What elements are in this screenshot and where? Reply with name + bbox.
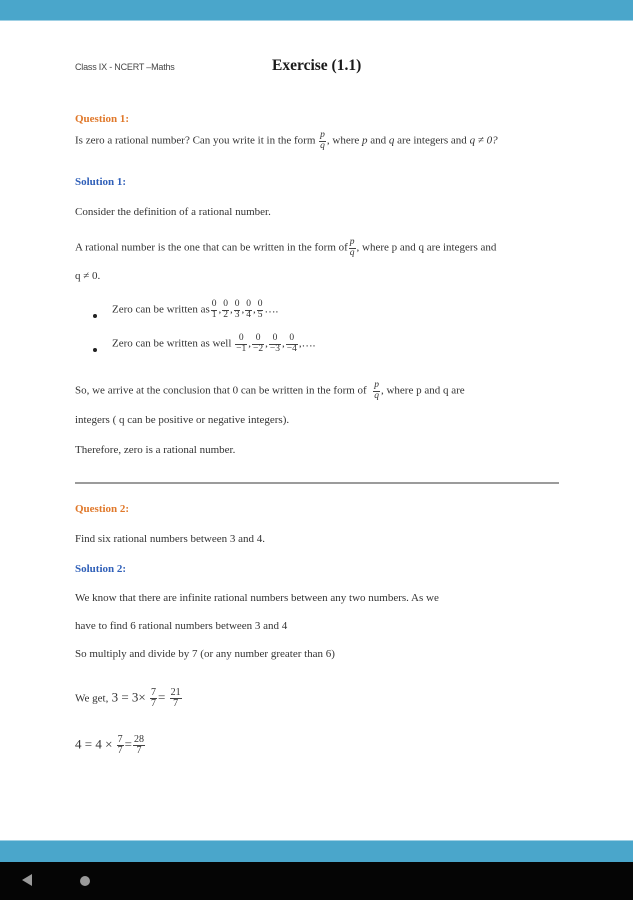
frac-num: 0 bbox=[235, 334, 247, 345]
fraction-p-over-q bbox=[319, 131, 326, 151]
text-before: A rational number is the one that can be written in the form of bbox=[75, 241, 348, 254]
page-title: Exercise (1.1) bbox=[272, 57, 362, 74]
question-2-text: Find six rational numbers between 3 and 4. bbox=[75, 533, 266, 545]
frac-den: 1 bbox=[211, 309, 217, 320]
condition: q ≠ 0? bbox=[469, 134, 498, 147]
frac-den: −2 bbox=[253, 343, 264, 354]
bullet-2: Zero can be written as well $\frac{0}{-1}$ , $\frac{0}{-2}$ , $\frac{0}{-3}$ , $\frac{0}{-4}$ ,…. bbox=[112, 333, 316, 354]
frac-den: 7 bbox=[173, 698, 179, 709]
fraction bbox=[170, 688, 182, 709]
fraction bbox=[117, 735, 124, 756]
frac-num: p bbox=[349, 237, 355, 247]
equation-1 bbox=[75, 688, 183, 709]
text-and: and bbox=[370, 134, 387, 147]
var-q: q bbox=[388, 134, 395, 147]
frac-den: −3 bbox=[269, 343, 280, 354]
frac-den: 5 bbox=[257, 309, 263, 320]
back-triangle-icon[interactable] bbox=[22, 874, 32, 886]
var-p: p bbox=[362, 134, 368, 147]
solution-2-line-3: So multiply and divide by 7 (or any number greater than 6) bbox=[75, 648, 335, 660]
solution-1-label: Solution 1: bbox=[75, 176, 127, 188]
system-nav-bar bbox=[0, 862, 633, 900]
solution-1-line-2 bbox=[75, 238, 496, 258]
frac-den: 7 bbox=[136, 745, 142, 756]
frac-den: q bbox=[349, 247, 355, 258]
fraction bbox=[245, 300, 252, 320]
fraction bbox=[234, 300, 241, 320]
bullet-icon bbox=[93, 314, 97, 318]
fraction bbox=[286, 334, 298, 354]
frac-num: p bbox=[374, 380, 379, 390]
frac-num: 7 bbox=[151, 687, 156, 698]
solution-2-line-1: We know that there are infinite rational numbers between any two numbers. As we bbox=[75, 592, 439, 604]
frac-den: 3 bbox=[234, 309, 240, 320]
frac-den: 7 bbox=[117, 745, 123, 756]
ellipsis: ,…. bbox=[298, 337, 316, 350]
ellipsis: …. bbox=[264, 303, 279, 316]
frac-num: 28 bbox=[134, 734, 145, 745]
solution-1-line-3: q ≠ 0. bbox=[75, 270, 101, 282]
solution-2-line-2: have to find 6 rational numbers between 3 and 4 bbox=[75, 620, 288, 632]
frac-num: p bbox=[320, 130, 325, 140]
frac-den: q bbox=[320, 140, 325, 151]
frac-num: 0 bbox=[246, 299, 251, 309]
frac-den: −4 bbox=[286, 343, 297, 354]
frac-num: 7 bbox=[117, 734, 123, 745]
frac-den: 7 bbox=[151, 698, 156, 709]
text-mid: , where bbox=[326, 134, 360, 147]
question-1-label: Question 1: bbox=[75, 113, 130, 125]
text-mid: are integers and bbox=[397, 134, 467, 147]
frac-den: q bbox=[374, 390, 379, 401]
fraction bbox=[269, 334, 281, 354]
top-status-bar bbox=[0, 0, 633, 21]
eq-lhs: 4 = 4 × bbox=[75, 736, 113, 752]
bullet-1-text: Zero can be written as bbox=[112, 303, 210, 316]
frac-num: 0 bbox=[257, 299, 263, 309]
solution-1-final: Therefore, zero is a rational number. bbox=[75, 444, 236, 456]
question-1-text-before: Is zero a rational number? Can you write it in the form bbox=[75, 134, 316, 147]
bullet-1: Zero can be written as $\frac{0}{1}$ , $\frac{0}{2}$ , $\frac{0}{3}$ , $\frac{0}{4}$ , $\frac{0}{5}$ …. bbox=[112, 299, 279, 320]
solution-1-conclusion bbox=[75, 381, 465, 401]
home-circle-icon[interactable] bbox=[80, 876, 90, 886]
header-class-label: Class IX - NCERT –Maths bbox=[75, 62, 175, 72]
frac-den: 4 bbox=[246, 309, 251, 320]
question-2-label: Question 2: bbox=[75, 503, 130, 515]
fraction bbox=[211, 300, 218, 320]
eq-prefix: We get, bbox=[75, 692, 109, 705]
frac-num: 0 bbox=[286, 334, 298, 345]
fraction bbox=[150, 688, 157, 709]
frac-den: −1 bbox=[236, 343, 247, 354]
equation-2 bbox=[75, 735, 146, 756]
fraction bbox=[252, 334, 264, 354]
equals: = bbox=[124, 736, 133, 752]
fraction bbox=[235, 334, 247, 354]
frac-num: 0 bbox=[269, 334, 281, 345]
frac-num: 0 bbox=[211, 299, 217, 309]
text-after: , where p and q are bbox=[380, 384, 465, 397]
fraction-p-over-q bbox=[373, 381, 380, 401]
frac-num: 21 bbox=[170, 687, 181, 698]
question-1-text bbox=[75, 131, 498, 151]
bullet-2-text: Zero can be written as well bbox=[112, 337, 232, 350]
fraction bbox=[222, 300, 229, 320]
text-before: So, we arrive at the conclusion that 0 can be written in the form of bbox=[75, 384, 367, 397]
solution-2-label: Solution 2: bbox=[75, 563, 127, 575]
bottom-bar bbox=[0, 840, 633, 862]
solution-1-conclusion-line-2: integers ( q can be positive or negative integers). bbox=[75, 414, 290, 426]
fraction bbox=[257, 300, 264, 320]
bullet-icon bbox=[93, 348, 97, 352]
frac-num: 0 bbox=[252, 334, 264, 345]
frac-num: 0 bbox=[234, 299, 240, 309]
fraction bbox=[133, 735, 145, 756]
fraction-p-over-q bbox=[349, 238, 356, 258]
text-after: , where p and q are integers and bbox=[356, 241, 497, 254]
section-divider bbox=[75, 482, 559, 484]
eq-lhs: 3 = 3× bbox=[111, 689, 146, 705]
solution-1-line-1: Consider the definition of a rational number. bbox=[75, 206, 271, 218]
frac-den: 2 bbox=[223, 309, 228, 320]
frac-num: 0 bbox=[223, 299, 228, 309]
equals: = bbox=[158, 689, 166, 705]
